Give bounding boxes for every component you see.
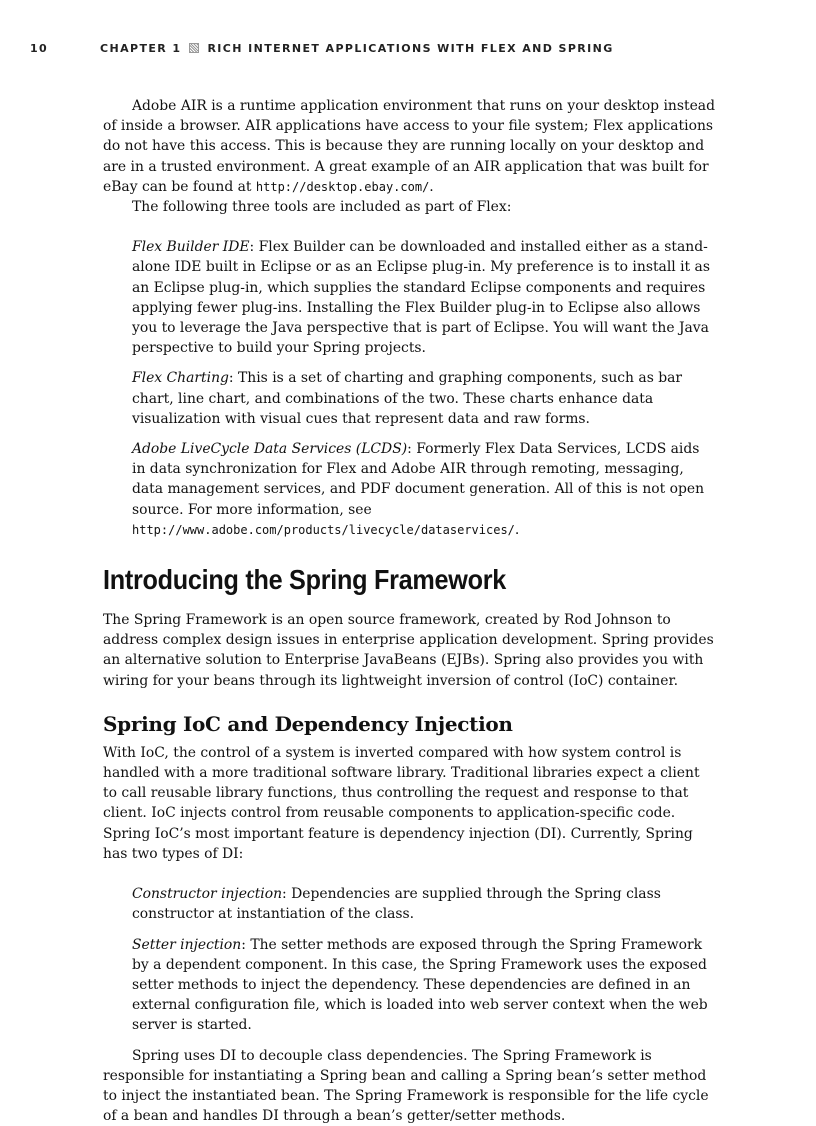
- item-text: : Formerly Flex Data Services, LCDS aids in data synchronization for Flex and Adobe AIR through remoting, messaging, data management services, and PDF document generation. All of this is not open source. For more information, see: [132, 441, 705, 518]
- list-item-flex-charting: [132, 368, 715, 429]
- punctuation: .: [429, 178, 434, 195]
- term-label: Flex Charting: [132, 370, 229, 387]
- body-content: [103, 96, 715, 1126]
- link-desktop-ebay[interactable]: http://desktop.ebay.com/: [255, 179, 430, 194]
- chapter-title: RICH INTERNET APPLICATIONS WITH FLEX AND SPRING: [207, 42, 614, 55]
- item-text: : This is a set of charting and graphing components, such as bar chart, line chart, and combinations of the two. These charts enhance data visualization with visual cues that represent data and raw forms.: [132, 370, 683, 427]
- spacer: [103, 864, 715, 874]
- paragraph-air: [103, 96, 715, 197]
- paragraph-spring-framework: The Spring Framework is an open source framework, created by Rod Johnson to address complex design issues in enterprise application development. Spring provides an alternative solution to Enterprise JavaBeans (EJBs). Spring also provides you with wiring for your beans through its lightweight inversion of control (IoC) container.: [103, 612, 714, 689]
- section-heading-spring-framework: Introducing the Spring Framework: [103, 564, 506, 596]
- link-adobe-lcds[interactable]: http://www.adobe.com/products/livecycle/dataservices/: [132, 522, 515, 537]
- paragraph-tools-intro: The following three tools are included as part of Flex:: [132, 199, 512, 216]
- term-label: Flex Builder IDE: [132, 239, 250, 256]
- item-text: : Flex Builder can be downloaded and installed either as a stand-alone IDE built in Eclipse or as an Eclipse plug-in. My preference is to install it as an Eclipse plug-in, which supplies the standard Eclipse components and requires applying fewer plug-ins. Installing the Flex Builder plug-in to Eclipse also allows you to leverage the Java perspective that is part of Eclipse. You will want the Java perspective to build your Spring projects.: [132, 239, 710, 357]
- term-label: Setter injection: [132, 936, 242, 953]
- chapter-label: CHAPTER 1: [100, 42, 182, 55]
- subsection-heading-ioc-di: Spring IoC and Dependency Injection: [103, 711, 513, 736]
- item-text: : The setter methods are exposed through the Spring Framework by a dependent component. In this case, the Spring Framework uses the exposed setter methods to inject the dependency. These dependencies are defined in an external configuration file, which is loaded into web server context when the web server is started.: [132, 936, 708, 1034]
- list-item-setter-injection: [132, 935, 715, 1036]
- page-number: 10: [30, 42, 49, 55]
- spacer: [103, 1036, 715, 1046]
- list-item-flex-builder: [132, 237, 715, 358]
- term-label: Constructor injection: [132, 886, 283, 903]
- running-header: [30, 42, 786, 55]
- spacer: [103, 217, 715, 227]
- term-label: Adobe LiveCycle Data Services (LCDS): [132, 441, 408, 458]
- item-text: : Dependencies are supplied through the Spring class constructor at instantiation of the class.: [132, 886, 661, 923]
- paragraph-di-closing: Spring uses DI to decouple class dependencies. The Spring Framework is responsible for instantiating a Spring bean and calling a Spring bean’s setter method to inject the instantiated bean. The Spring Framework is responsible for the life cycle of a bean and handles DI through a bean’s getter/setter methods.: [103, 1047, 709, 1125]
- list-item-lcds: [132, 439, 715, 540]
- paragraph-ioc: With IoC, the control of a system is inverted compared with how system control is handled with a more traditional software library. Traditional libraries expect a client to call reusable library functions, thus controlling the request and response to that client. IoC injects control from reusable components to application-specific code. Spring IoC’s most important feature is dependency injection (DI). Currently, Spring has two types of DI:: [103, 744, 700, 862]
- punctuation: .: [514, 521, 520, 538]
- separator-square-icon: [189, 43, 199, 53]
- list-item-constructor-injection: [132, 884, 715, 924]
- paragraph-text: Adobe AIR is a runtime application environment that runs on your desktop instead of inside a browser. AIR applications have access to your file system; Flex applications do not have this access. This is because they are running locally on your desktop and are in a trusted environment. A great example of an AIR application that was built for eBay can be found at: [103, 98, 715, 195]
